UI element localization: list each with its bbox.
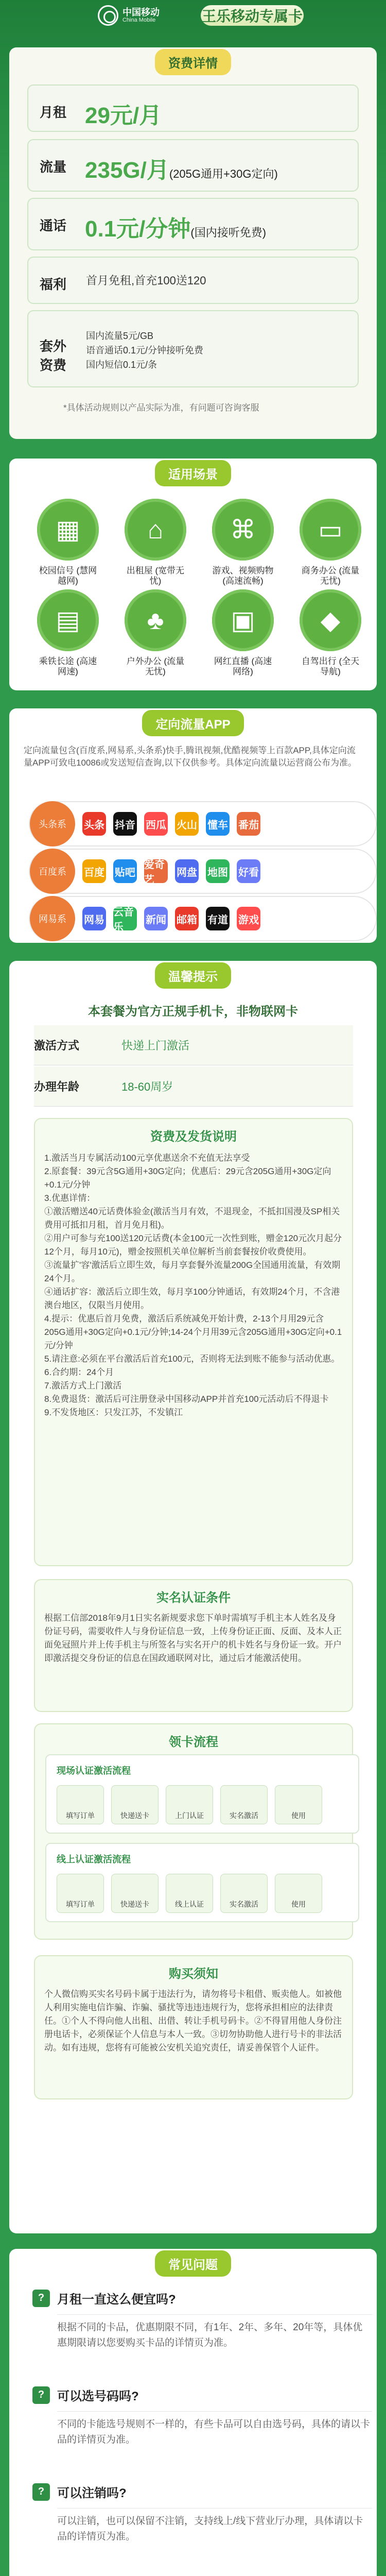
flow-step: 快递送卡 — [111, 1874, 159, 1913]
scene-item — [37, 589, 99, 677]
flow-title: 领卡流程 — [169, 1735, 218, 1749]
overage-line-call: 语音通话0.1元/分钟接听免费 — [86, 345, 204, 355]
scene-label: 乘铁长途 (高速网速) — [39, 656, 97, 676]
flow-step: 填写订单 — [57, 1874, 104, 1913]
call-row — [27, 198, 359, 250]
faq-item — [32, 2483, 372, 2545]
app-title: 定向流量APP — [142, 710, 243, 736]
rule-line: ②用户可参与充100送120元话费(本金100元一次性到账，赠金120元次月起分12个月，每月10元)，赠金按照机关单位解析当前套餐按价收费使用。 — [44, 1233, 342, 1257]
monthly-fee-value: 29元/月 — [85, 103, 162, 128]
activation-method-row — [34, 1025, 353, 1065]
app-icon: 地图 — [206, 859, 230, 883]
rule-line: ④通话扩容：激活后立即生效，每月享100分钟通话，有效期24个月，不含港澳台地区，仅限当月使用。 — [44, 1287, 340, 1310]
tips-panel — [9, 961, 377, 2233]
rule-line: 9.不发货地区：只发江苏，不发镇江 — [44, 1408, 183, 1417]
rule-line: 5.请注意:必须在平台激活后首充100元，否则将无法到账不能参与活动优惠。 — [44, 1354, 340, 1364]
auth-text: 根据工信部2018年9月1日实名新规要求您下单时需填写手机主本人姓名及身份证号码，需要收件人与身份证信息一致，上传身份证正面、反面、及本人正面免冠照片并上传手机主与所签名与实名开户的机卡姓名与身份证一致。开户即激活提交身份证的信息在国政通联网对比，通过后才能激活使用。 — [44, 1613, 342, 1663]
auth-title: 实名认证条件 — [156, 1591, 231, 1605]
faq-answer: 根据不同的卡品，优惠期限不同，有1年、2年、多年、20年等，具体优惠期限请以您要购买卡品的详情页为准。 — [57, 2314, 372, 2351]
benefit-label: 福利 — [40, 277, 67, 292]
activation-flow — [45, 1754, 359, 1834]
scene-label: 自驾出行 (全天导航) — [301, 656, 360, 676]
flow-step: 快递送卡 — [111, 1785, 159, 1824]
data-value — [85, 151, 278, 184]
app-icon: 好看 — [237, 859, 260, 883]
app-description: 定向流量包含(百度系,网易系,头条系)快手,腾讯视频,优酷视频等上百款APP,具体定向流量APP可致电10086或发送短信查询,以下仅供参考。具体定向流量以运营商公布为准。 — [24, 745, 357, 768]
call-value-main: 0.1元/分钟 — [85, 216, 191, 242]
app-tag: 头条系 — [30, 801, 75, 846]
app-icon: 游戏 — [237, 907, 260, 930]
scene-label: 商务办公 (流量无忧) — [301, 566, 360, 586]
brand-english: China Mobile — [122, 17, 156, 23]
faq-item — [32, 2289, 372, 2351]
age-row — [34, 1066, 353, 1107]
app-panel — [9, 708, 377, 943]
monthly-fee-label: 月租 — [40, 105, 67, 120]
call-value — [85, 210, 266, 243]
app-icon: 新闻 — [144, 907, 168, 930]
scene-item — [37, 499, 99, 586]
rules-list — [44, 1151, 343, 1419]
call-label: 通话 — [40, 218, 67, 233]
scene-label: 校园信号 (慧网越网) — [39, 566, 97, 586]
rule-line: ①激活赠送40元话费体验金(激活当月有效，不退现金，不抵扣国漫及SP相关费用可抵扣月租，首月免月租)。 — [44, 1207, 340, 1230]
faq-panel — [9, 2249, 377, 2576]
flow-step: 上门认证 — [166, 1785, 213, 1824]
rule-line: 6.合约期：24个月 — [44, 1367, 114, 1377]
app-icon: 邮箱 — [175, 907, 199, 930]
app-row — [29, 849, 377, 894]
auth-card — [34, 1579, 353, 1712]
flow-step: 使用 — [275, 1874, 322, 1913]
monthly-fee-row — [27, 84, 359, 132]
app-icon: 有道 — [206, 907, 230, 930]
scene-panel — [9, 459, 377, 690]
app-icon: 网盘 — [175, 859, 199, 883]
app-row — [29, 896, 377, 941]
rule-line: 4.提示：优惠后首月免费，激活后系统减免开始计费，2-13个月用29元含205G通用+30G定向+0.1元/分钟;14-24个月用39元含205G通用+30G定向+0.1元/分钟 — [44, 1314, 342, 1350]
flow-step: 实名激活 — [220, 1785, 268, 1824]
scene-item — [125, 589, 186, 677]
faq-question: 可以注销吗? — [57, 2486, 127, 2500]
rules-title: 资费及发货说明 — [150, 1130, 237, 1144]
flow-step: 线上认证 — [166, 1874, 213, 1913]
overage-line-sms: 国内短信0.1元/条 — [86, 360, 157, 370]
scene-item — [125, 499, 186, 586]
tips-title: 温馨提示 — [155, 962, 231, 989]
age-label: 办理年龄 — [34, 1080, 80, 1093]
scene-item — [212, 589, 274, 677]
app-icon: 网易 — [82, 907, 106, 930]
app-icon: 爱奇艺 — [144, 859, 168, 883]
scene-title: 适用场景 — [155, 460, 231, 486]
question-icon: ? — [32, 2483, 50, 2501]
buy-text: 个人微信购买实名号码卡属于违法行为，请勿将号卡租借、贩卖他人。如被他人利用实施电信诈骗、诈骗、骚扰等违违违规行为，您将承担相应的法律责任。①个人不得向他人出租、出借、转让手机号码卡。②不得冒用他人身份注册电话卡，必须保证个人信息与本人一致。③切勿协助他人进行号卡的非法活动。如有违规，您将有可能被公安机关追究责任，请妥善保管个人证件。 — [44, 1989, 342, 2053]
rule-line: ③流量扩'容'激活后立即生效，每月享套餐外流量200G全国通用流量，有效期24个月。 — [44, 1260, 341, 1283]
app-tag: 百度系 — [30, 849, 75, 894]
rule-line: 7.激活方式上门激活 — [44, 1381, 122, 1391]
brand-name: 中国移动 — [122, 7, 160, 18]
app-icon: 番茄 — [237, 812, 260, 836]
train-icon: ▤ — [37, 589, 99, 651]
scene-label: 出租屋 (宽带无忧) — [126, 566, 185, 586]
flow-step: 实名激活 — [220, 1874, 268, 1913]
app-icon: 懂车 — [206, 812, 230, 836]
question-icon: ? — [32, 2290, 50, 2307]
screen-icon: ▣ — [212, 589, 274, 651]
rule-line: 8.免费退货：激活后可注册登录中国移动APP并首充100元活动后不得退卡 — [44, 1394, 329, 1404]
gamepad-icon: ⌘ — [212, 499, 274, 561]
app-icon: 火山 — [175, 812, 199, 836]
app-icon: 头条 — [82, 812, 106, 836]
official-card-headline: 本套餐为官方正规手机卡，非物联网卡 — [88, 1005, 298, 1019]
question-icon: ? — [32, 2386, 50, 2404]
flow-step: 使用 — [275, 1785, 322, 1824]
china-mobile-logo — [98, 5, 160, 26]
app-icon: 云音乐 — [113, 907, 137, 930]
benefit-row — [27, 257, 359, 304]
app-icon: 贴吧 — [113, 859, 137, 883]
rule-line: 2.原套餐：39元含5G通用+30G定向；优惠后：29元含205G通用+30G定向+0.1元/分钟 — [44, 1166, 331, 1190]
top-banner — [0, 0, 386, 35]
data-row — [27, 139, 359, 192]
app-tag: 网易系 — [30, 896, 75, 941]
card-title: 王乐移动专属卡 — [201, 5, 304, 26]
rule-line: 3.优惠详情： — [44, 1193, 96, 1203]
data-value-detail: (205G通用+30G定向) — [169, 167, 278, 180]
flow-step: 填写订单 — [57, 1785, 104, 1824]
age-value: 18-60周岁 — [121, 1080, 173, 1093]
call-value-detail: (国内接听免费) — [190, 226, 267, 239]
data-label: 流量 — [40, 159, 67, 175]
faq-item — [32, 2386, 372, 2448]
flow-name: 线上认证激活流程 — [57, 1854, 131, 1865]
faq-answer: 可以注销，也可以保留不注销，支持线上/线下营业厅办理，具体请以卡品的详情页为准。 — [57, 2508, 372, 2545]
rule-line: 1.激活当月专属活动100元享优惠送余不充值无法享受 — [44, 1153, 250, 1163]
buy-title: 购买须知 — [169, 1967, 218, 1981]
car-icon: ◆ — [300, 589, 361, 651]
overage-line-data: 国内流量5元/GB — [86, 331, 154, 341]
rules-card — [34, 1118, 353, 1566]
app-icon: 西瓜 — [144, 812, 168, 836]
tariff-title: 资费详情 — [155, 49, 231, 75]
activation-method-value: 快递上门激活 — [121, 1039, 190, 1052]
faq-question: 可以选号码吗? — [57, 2389, 139, 2403]
faq-answer: 不同的卡能选号规则不一样的，有些卡品可以自由选号码，具体的请以卡品的详情页为准。 — [57, 2411, 372, 2448]
data-value-main: 235G/月 — [85, 158, 169, 183]
app-icon: 抖音 — [113, 812, 137, 836]
app-icon: 百度 — [82, 859, 106, 883]
faq-question: 月租一直这么便宜吗? — [57, 2293, 176, 2307]
app-row — [29, 801, 377, 846]
overage-label: 套外资费 — [40, 338, 67, 373]
tree-icon: ♣ — [125, 589, 186, 651]
scene-label: 网红直播 (高速网络) — [214, 656, 272, 676]
buy-card — [34, 1955, 353, 2099]
scene-item — [212, 499, 274, 586]
tv-icon: ▭ — [300, 499, 361, 561]
flow-name: 现场认证激活流程 — [57, 1766, 131, 1776]
faq-title: 常见问题 — [155, 2250, 231, 2277]
activation-flow — [45, 1843, 359, 1922]
scene-item — [300, 499, 361, 586]
tariff-panel — [9, 47, 377, 439]
scene-label: 游戏、视频购物 (高速流畅) — [212, 566, 274, 586]
benefit-text: 首月免租,首充100送120 — [86, 274, 206, 287]
china-mobile-icon — [98, 5, 118, 26]
scene-item — [300, 589, 361, 677]
home-icon: ⌂ — [125, 499, 186, 561]
activation-method-label: 激活方式 — [34, 1039, 80, 1052]
tariff-note: *具体活动规则以产品实际为准，有问题可咨询客服 — [63, 403, 259, 413]
scene-label: 户外办公 (流量无忧) — [126, 656, 185, 676]
building-icon: ▦ — [37, 499, 99, 561]
overage-row — [27, 310, 359, 387]
